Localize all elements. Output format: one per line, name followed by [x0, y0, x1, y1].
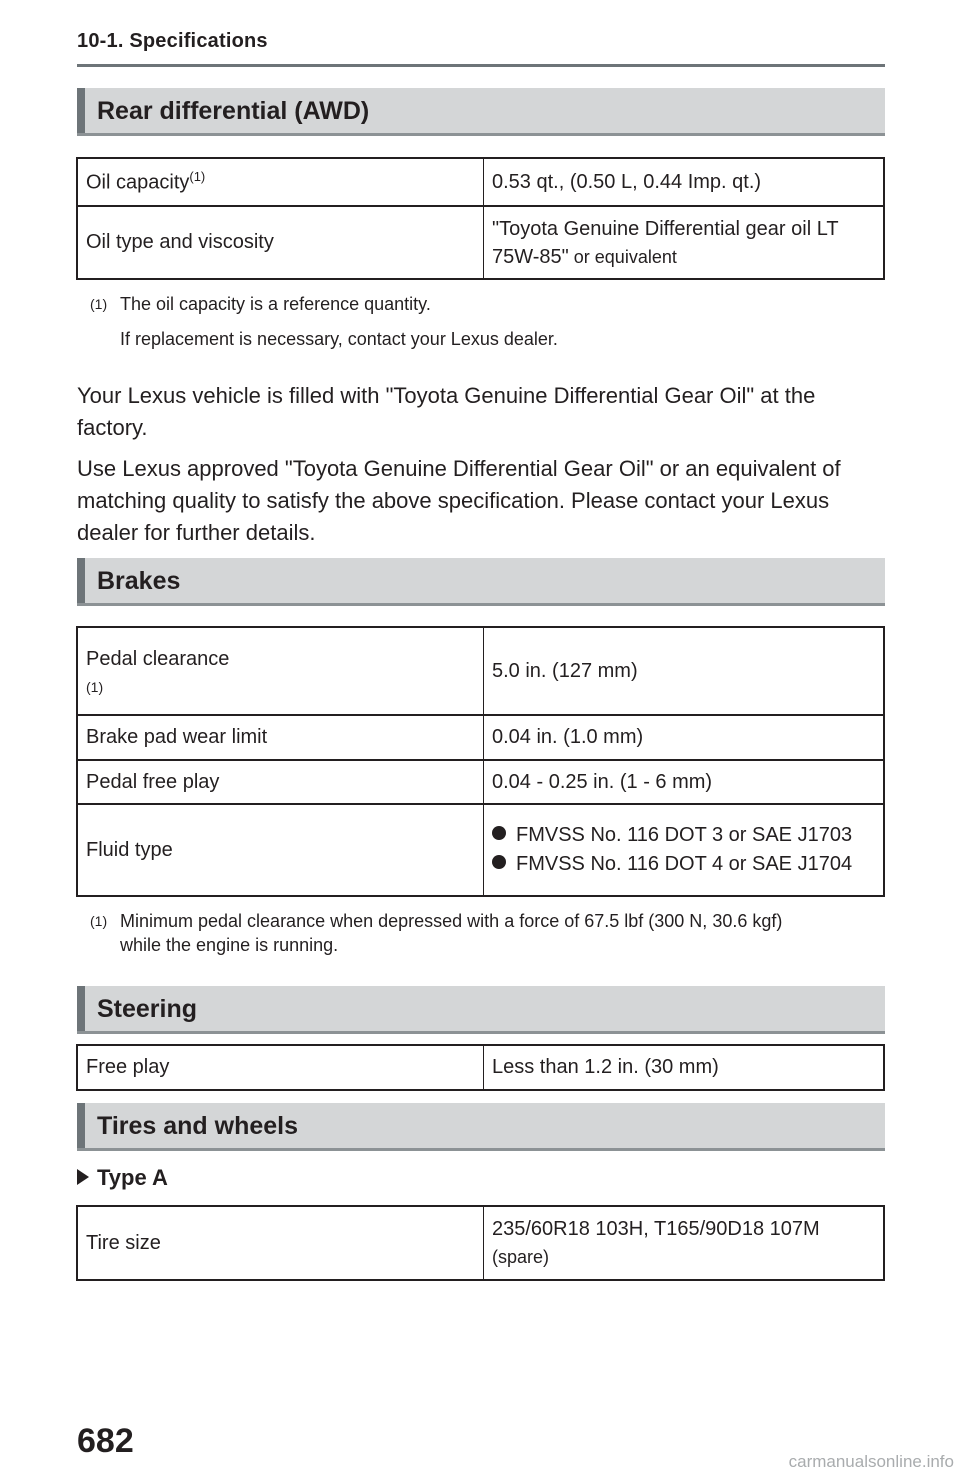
brakes-table: [76, 626, 885, 897]
spec-value: 235/60R18 103H, T165/90D18 107M (spare): [484, 1206, 885, 1280]
heading-accent: [77, 1103, 85, 1148]
list-item: FMVSS No. 116 DOT 3 or SAE J1703: [492, 824, 875, 847]
heading-accent: [77, 88, 85, 133]
table-row: [77, 158, 884, 206]
watermark: carmanualsonline.info: [788, 1452, 954, 1471]
table-row: [77, 804, 884, 896]
section-heading-tires: [77, 1103, 885, 1151]
table-row: [77, 206, 884, 279]
bullet-icon: [492, 855, 506, 869]
rear-differential-table: [76, 157, 885, 280]
spec-label: Brake pad wear limit: [77, 715, 484, 760]
spec-value: 0.53 qt., (0.50 L, 0.44 Imp. qt.): [484, 158, 885, 206]
spec-label: Oil type and viscosity: [77, 206, 484, 279]
spec-label: Tire size: [77, 1206, 484, 1280]
spec-value: 0.04 - 0.25 in. (1 - 6 mm): [484, 760, 885, 804]
spec-label: Oil capacity$^{(1)}$: [77, 158, 484, 206]
section-heading-brakes: [77, 558, 885, 606]
list-item: FMVSS No. 116 DOT 4 or SAE J1704: [492, 853, 875, 876]
heading-accent: [77, 986, 85, 1031]
section-title: Rear differential (AWD): [97, 97, 370, 125]
header-divider: [77, 64, 885, 67]
table-row: [77, 1045, 884, 1090]
body-paragraph: Use Lexus approved "Toyota Genuine Differential Gear Oil" or an equivalent of matching quality to satisfy the above specification. Please contact your Lexus dealer for further details.: [77, 456, 841, 545]
subsection-label: Type A: [77, 1165, 168, 1191]
spec-label: Pedal free play: [77, 760, 484, 804]
tires-table: [76, 1205, 885, 1281]
spec-value: 0.04 in. (1.0 mm): [484, 715, 885, 760]
spec-value: Less than 1.2 in. (30 mm): [484, 1045, 885, 1090]
table-row: [77, 627, 884, 715]
spec-value: 5.0 in. (127 mm): [484, 627, 885, 715]
page-number: 682: [77, 1422, 134, 1460]
table-row: [77, 760, 884, 804]
steering-table: [76, 1044, 885, 1091]
spec-label: Free play: [77, 1045, 484, 1090]
triangle-bullet-icon: [77, 1169, 89, 1185]
body-paragraph: Your Lexus vehicle is filled with "Toyota Genuine Differential Gear Oil" at the factory.: [77, 383, 816, 440]
table-row: [77, 1206, 884, 1280]
spec-value: "Toyota Genuine Differential gear oil LT 75W-85" or equivalent: [484, 206, 885, 279]
heading-accent: [77, 558, 85, 603]
spec-value: [484, 804, 885, 896]
spec-label: Pedal clearance (1): [77, 627, 484, 715]
section-title: Steering: [97, 995, 198, 1023]
section-heading-steering: [77, 986, 885, 1034]
bullet-icon: [492, 826, 506, 840]
section-title: Brakes: [97, 567, 181, 595]
section-heading-rear-differential: [77, 88, 885, 136]
table-row: [77, 715, 884, 760]
spec-label: Fluid type: [77, 804, 484, 896]
section-title: Tires and wheels: [97, 1112, 299, 1140]
running-header: 10-1. Specifications: [77, 30, 268, 52]
